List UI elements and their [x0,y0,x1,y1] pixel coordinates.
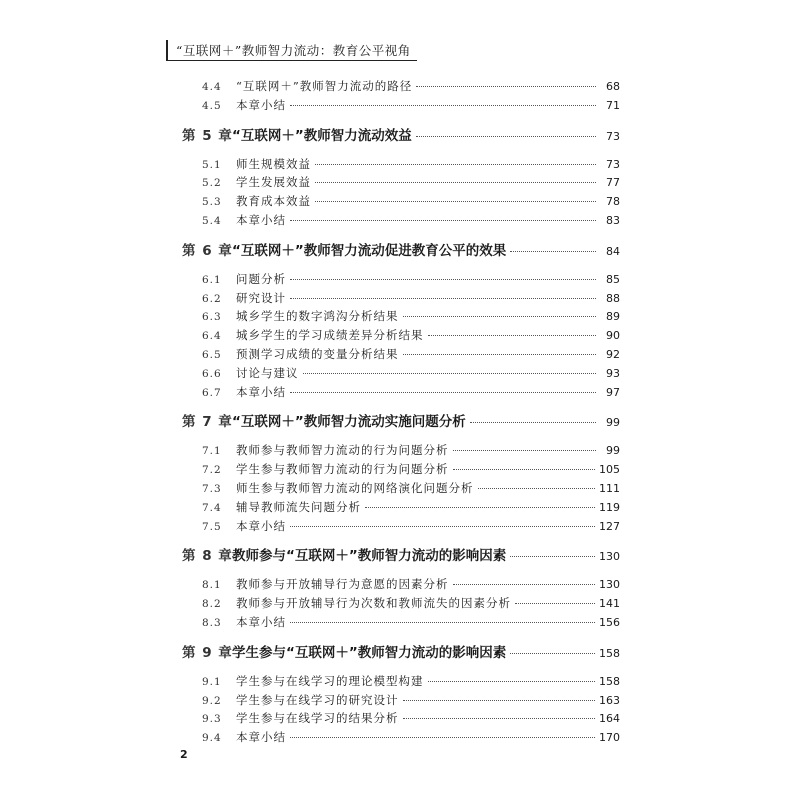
toc-section-entry [182,327,620,346]
dot-leader [416,86,596,87]
dot-leader [416,136,596,137]
toc-entry-number: 第 9 章 [182,644,233,661]
dot-leader [290,279,596,280]
toc-entry-title: 本章小结 [236,518,286,533]
toc-entry-page: 119 [599,500,620,514]
toc-entry-page: 89 [606,310,620,324]
toc-entry-number: 5.3 [202,196,222,209]
toc-entry-page: 164 [599,712,620,726]
toc-entry-page: 105 [599,463,620,477]
toc-entry-page: 73 [606,129,620,143]
toc-entry-page: 99 [606,444,620,458]
toc-entry-page: 158 [599,674,620,688]
toc-entry-page: 97 [606,385,620,399]
toc-entry-title: 学生参与在线学习的结果分析 [236,711,399,726]
running-header-text: “互联网＋”教师智力流动：教育公平视角 [176,43,411,58]
toc-entry-number: 5.4 [202,214,222,227]
toc-entry-number: 6.1 [202,273,222,286]
toc-section-entry [182,174,620,193]
toc-entry-number: 6.4 [202,330,222,343]
toc-entry-title: 预测学习成绩的变量分析结果 [236,346,399,361]
table-of-contents [182,78,620,748]
dot-leader [403,354,597,355]
toc-chapter-entry [182,544,620,568]
dot-leader [315,201,596,202]
toc-chapter-entry [182,410,620,434]
toc-entry-title: 问题分析 [236,271,286,286]
toc-section-entry [182,346,620,365]
toc-entry-title: 学生参与“互联网＋”教师智力流动的影响因素 [232,644,507,661]
toc-entry-page: 130 [599,578,620,592]
dot-leader [428,335,597,336]
toc-entry-page: 141 [599,597,620,611]
running-header [166,40,417,61]
toc-entry-title: “互联网＋”教师智力流动的路径 [236,79,413,93]
toc-entry-number: 第 8 章 [182,548,233,565]
toc-entry-page: 170 [599,731,620,745]
dot-leader [428,681,596,682]
toc-entry-page: 127 [599,519,620,533]
toc-entry-page: 77 [606,176,620,190]
toc-section-entry [182,193,620,212]
toc-entry-title: 本章小结 [236,212,286,227]
toc-entry-title: 本章小结 [236,614,286,629]
toc-entry-title: 学生参与在线学习的理论模型构建 [236,673,424,688]
toc-entry-page: 92 [606,347,620,361]
toc-entry-title: 学生参与教师智力流动的行为问题分析 [236,462,449,477]
toc-section-entry [182,442,620,461]
dot-leader [290,737,595,738]
toc-entry-title: 城乡学生的数字鸿沟分析结果 [236,309,399,324]
toc-section-entry [182,156,620,175]
toc-entry-page: 93 [606,366,620,380]
dot-leader [510,653,595,654]
toc-entry-page: 130 [599,550,620,564]
toc-section-entry [182,384,620,403]
toc-entry-number: 第 6 章 [182,242,233,259]
dot-leader [453,584,596,585]
toc-entry-title: 本章小结 [236,384,286,399]
toc-entry-number: 8.2 [202,598,222,611]
toc-chapter-entry [182,239,620,263]
dot-leader [515,603,595,604]
toc-entry-number: 7.1 [202,445,222,458]
toc-section-entry [182,78,620,97]
toc-section-entry [182,290,620,309]
toc-section-entry [182,271,620,290]
dot-leader [290,622,595,623]
dot-leader [453,450,597,451]
toc-entry-page: 90 [606,329,620,343]
dot-leader [315,164,596,165]
toc-section-entry [182,499,620,518]
dot-leader [510,251,596,252]
dot-leader [315,182,596,183]
toc-entry-number: 第 7 章 [182,414,233,431]
toc-entry-title: 城乡学生的学习成绩差异分析结果 [236,328,424,343]
toc-entry-title: 辅导教师流失问题分析 [236,499,361,514]
toc-entry-page: 68 [606,80,620,93]
toc-section-entry [182,461,620,480]
toc-entry-title: 本章小结 [236,730,286,745]
dot-leader [453,469,596,470]
toc-entry-number: 6.6 [202,367,222,380]
toc-section-entry [182,614,620,633]
toc-entry-page: 83 [606,213,620,227]
toc-section-entry [182,518,620,537]
toc-entry-number: 6.3 [202,311,222,324]
dot-leader [290,105,596,106]
toc-entry-page: 78 [606,195,620,209]
toc-chapter-entry [182,641,620,665]
toc-entry-number: 7.4 [202,501,222,514]
dot-leader [478,488,596,489]
dot-leader [290,526,595,527]
toc-entry-title: 本章小结 [236,97,286,112]
toc-entry-page: 84 [606,244,620,258]
toc-entry-number: 7.2 [202,464,222,477]
dot-leader [290,298,596,299]
toc-entry-title: “互联网＋”教师智力流动促进教育公平的效果 [232,242,507,259]
toc-entry-page: 71 [606,98,620,112]
toc-entry-title: 教师参与开放辅导行为次数和教师流失的因素分析 [236,596,511,611]
toc-section-entry [182,595,620,614]
toc-entry-page: 156 [599,615,620,629]
toc-entry-page: 163 [599,693,620,707]
toc-entry-page: 111 [599,481,620,495]
toc-entry-title: 讨论与建议 [236,365,299,380]
toc-entry-title: 教师参与教师智力流动的行为问题分析 [236,443,449,458]
toc-entry-title: 教育成本效益 [236,194,311,209]
toc-section-entry [182,212,620,231]
toc-entry-title: 学生发展效益 [236,175,311,190]
dot-leader [403,700,596,701]
toc-section-entry [182,480,620,499]
toc-entry-number: 6.5 [202,348,222,361]
toc-entry-number: 8.1 [202,579,222,592]
toc-entry-page: 99 [606,416,620,430]
toc-entry-title: “互联网＋”教师智力流动实施问题分析 [232,414,466,431]
toc-section-entry [182,308,620,327]
toc-entry-number: 6.7 [202,386,222,399]
toc-entry-page: 85 [606,272,620,286]
toc-section-entry [182,673,620,692]
dot-leader [470,422,596,423]
dot-leader [290,220,596,221]
toc-entry-page: 158 [599,646,620,660]
page-number: 2 [180,748,188,761]
dot-leader [510,556,595,557]
toc-section-entry [182,365,620,384]
dot-leader [365,507,595,508]
toc-entry-number: 9.1 [202,675,222,688]
toc-section-entry [182,692,620,711]
toc-entry-number: 第 5 章 [182,127,233,144]
toc-section-entry [182,729,620,748]
toc-entry-number: 7.5 [202,520,222,533]
toc-entry-number: 9.3 [202,713,222,726]
toc-entry-number: 7.3 [202,482,222,495]
toc-entry-number: 4.5 [202,99,222,112]
toc-chapter-entry [182,124,620,148]
toc-entry-page: 88 [606,291,620,305]
dot-leader [403,316,597,317]
toc-entry-title: 教师参与“互联网＋”教师智力流动的影响因素 [232,548,507,565]
dot-leader [403,718,596,719]
toc-entry-title: 研究设计 [236,290,286,305]
toc-section-entry [182,710,620,729]
dot-leader [290,392,596,393]
toc-entry-number: 6.2 [202,292,222,305]
toc-entry-title: 学生参与在线学习的研究设计 [236,692,399,707]
toc-entry-page: 73 [606,157,620,171]
toc-entry-number: 4.4 [202,81,222,93]
toc-entry-number: 9.2 [202,694,222,707]
dot-leader [303,373,597,374]
toc-section-entry [182,97,620,116]
toc-entry-title: 师生参与教师智力流动的网络演化问题分析 [236,480,474,495]
toc-entry-number: 5.1 [202,158,222,171]
toc-entry-title: 师生规模效益 [236,156,311,171]
toc-entry-title: 教师参与开放辅导行为意愿的因素分析 [236,577,449,592]
toc-entry-number: 5.2 [202,177,222,190]
toc-entry-number: 8.3 [202,616,222,629]
toc-entry-number: 9.4 [202,732,222,745]
toc-entry-title: “互联网＋”教师智力流动效益 [232,127,412,144]
toc-section-entry [182,576,620,595]
